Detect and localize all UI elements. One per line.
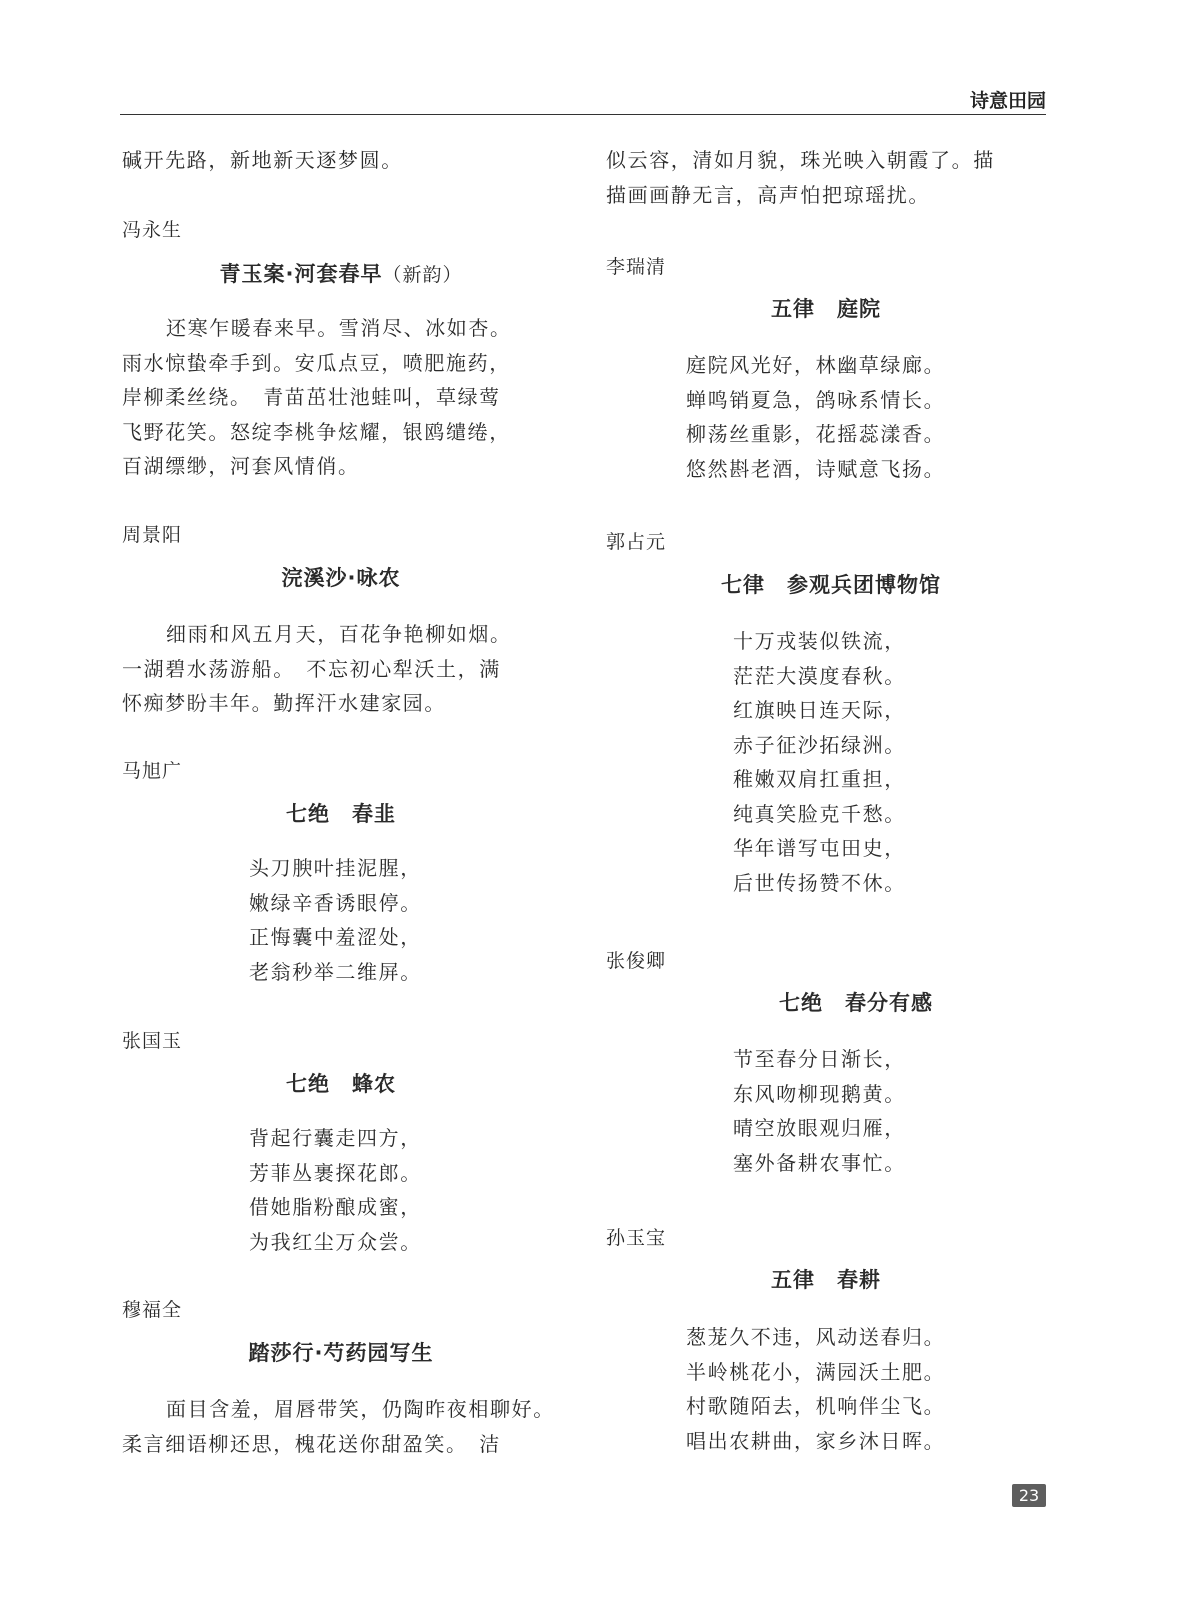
poem-line: 葱茏久不违，风动送春归。 bbox=[686, 1325, 946, 1349]
poem-line: 纯真笑脸克千愁。 bbox=[733, 801, 906, 826]
poem-body bbox=[122, 617, 562, 721]
poem-body bbox=[122, 851, 422, 989]
poem-body bbox=[606, 348, 945, 486]
poem-line: 庭院风光好，林幽草绿廊。 bbox=[686, 353, 946, 377]
poem-body bbox=[606, 1042, 906, 1180]
poem-line: 悠然斟老酒，诗赋意飞扬。 bbox=[686, 456, 946, 481]
poem-line: 半岭桃花小，满园沃土肥。 bbox=[686, 1359, 946, 1384]
poem-author: 穆福全 bbox=[122, 1299, 183, 1321]
poem-title: 七律 参观兵团博物馆 bbox=[721, 573, 941, 597]
poem-title: 七绝 春分有感 bbox=[779, 991, 933, 1015]
poem-author: 冯永生 bbox=[122, 219, 183, 241]
poem-body bbox=[122, 1121, 422, 1259]
poem-line: 晴空放眼观归雁， bbox=[733, 1116, 906, 1140]
poem-line: 雨水惊蛰牵手到。安瓜点豆，喷肥施药， bbox=[122, 350, 511, 375]
poem-line: 赤子征沙拓绿洲。 bbox=[733, 732, 906, 757]
poem-author: 孙玉宝 bbox=[606, 1227, 667, 1249]
poem-line: 后世传扬赞不休。 bbox=[733, 870, 906, 895]
poem-line: 芳菲丛裹探花郎。 bbox=[249, 1160, 422, 1185]
poem-title: 踏莎行·芍药园写生 bbox=[248, 1341, 434, 1365]
poem-title: 五律 庭院 bbox=[771, 297, 881, 321]
poem-title: 五律 春耕 bbox=[771, 1268, 881, 1292]
poem-line: 头刀腴叶挂泥腥， bbox=[249, 856, 422, 880]
poem-line: 柳荡丝重影，花摇蕊漾香。 bbox=[686, 422, 946, 446]
poem-line: 岸柳柔丝绕。 青苗茁壮池蛙叫，草绿莺 bbox=[122, 385, 501, 409]
poem-line: 借她脂粉酿成蜜， bbox=[249, 1195, 422, 1219]
poem-line: 唱出农耕曲，家乡沐日晖。 bbox=[686, 1428, 946, 1453]
poem-line: 一湖碧水荡游船。 不忘初心犁沃土，满 bbox=[122, 656, 501, 681]
poem-author: 张俊卿 bbox=[606, 950, 667, 972]
poem-line: 背起行囊走四方， bbox=[249, 1126, 422, 1150]
poem-line: 村歌随陌去，机响伴尘飞。 bbox=[686, 1394, 946, 1418]
poem-line: 塞外备耕农事忙。 bbox=[733, 1150, 906, 1175]
poem-line: 稚嫩双肩扛重担， bbox=[733, 767, 906, 791]
poem-line: 蝉鸣销夏急，鸽咏系情长。 bbox=[686, 387, 946, 412]
poem-author: 郭占元 bbox=[606, 531, 667, 553]
poem-line: 百湖缥缈，河套风情俏。 bbox=[122, 454, 360, 478]
continued-text: 碱开先路，新地新天逐梦圆。 bbox=[122, 148, 403, 172]
poem-body bbox=[122, 311, 562, 484]
poem-line: 正悔囊中羞涩处， bbox=[249, 925, 422, 949]
poem-line: 描画画静无言，高声怕把琼瑶扰。 bbox=[606, 182, 930, 207]
poem-line: 似云容，清如月貌，珠光映入朝霞了。描 bbox=[606, 148, 995, 172]
poem-author: 马旭广 bbox=[122, 760, 183, 782]
poem-line: 怀痴梦盼丰年。勤挥汗水建家园。 bbox=[122, 691, 446, 715]
poem-title: 七绝 蜂农 bbox=[286, 1072, 396, 1096]
title-note: （新韵） bbox=[382, 264, 463, 286]
poem-line: 为我红尘万众尝。 bbox=[249, 1229, 422, 1254]
section-title: 诗意田园 bbox=[969, 90, 1046, 112]
poem-title: 青玉案·河套春早（新韵） bbox=[219, 262, 463, 286]
poem-author: 张国玉 bbox=[122, 1030, 183, 1052]
poem-title: 浣溪沙·咏农 bbox=[281, 566, 401, 590]
poem-line: 节至春分日渐长， bbox=[733, 1047, 906, 1071]
poem-line: 嫩绿辛香诱眼停。 bbox=[249, 890, 422, 915]
header-divider bbox=[120, 114, 1046, 115]
poem-line: 面目含羞，眉唇带笑，仍陶昨夜相聊好。 bbox=[166, 1397, 555, 1421]
poem-author: 周景阳 bbox=[122, 524, 183, 546]
poem-line: 十万戎装似铁流， bbox=[733, 629, 906, 653]
poem-line: 细雨和风五月天，百花争艳柳如烟。 bbox=[166, 622, 512, 646]
poem-line: 还寒乍暖春来早。雪消尽、冰如杏。 bbox=[166, 316, 512, 340]
poem-line: 茫茫大漠度春秋。 bbox=[733, 663, 906, 688]
poem-line: 柔言细语柳还思，槐花送你甜盈笑。 洁 bbox=[122, 1431, 501, 1456]
poem-author: 李瑞清 bbox=[606, 256, 667, 278]
page-number: 23 bbox=[1012, 1484, 1046, 1507]
poem-line: 老翁秒举二维屏。 bbox=[249, 959, 422, 984]
poem-line: 华年谱写屯田史， bbox=[733, 836, 906, 860]
poem-line: 飞野花笑。怒绽李桃争炫耀，银鸥缱绻， bbox=[122, 419, 511, 444]
poem-body bbox=[122, 1392, 562, 1461]
poem-body bbox=[606, 1320, 945, 1458]
poem-line: 东风吻柳现鹅黄。 bbox=[733, 1081, 906, 1106]
continued-text bbox=[606, 143, 1046, 212]
poem-title: 七绝 春韭 bbox=[286, 802, 396, 826]
poem-line: 红旗映日连天际， bbox=[733, 698, 906, 722]
poem-body bbox=[606, 624, 906, 900]
